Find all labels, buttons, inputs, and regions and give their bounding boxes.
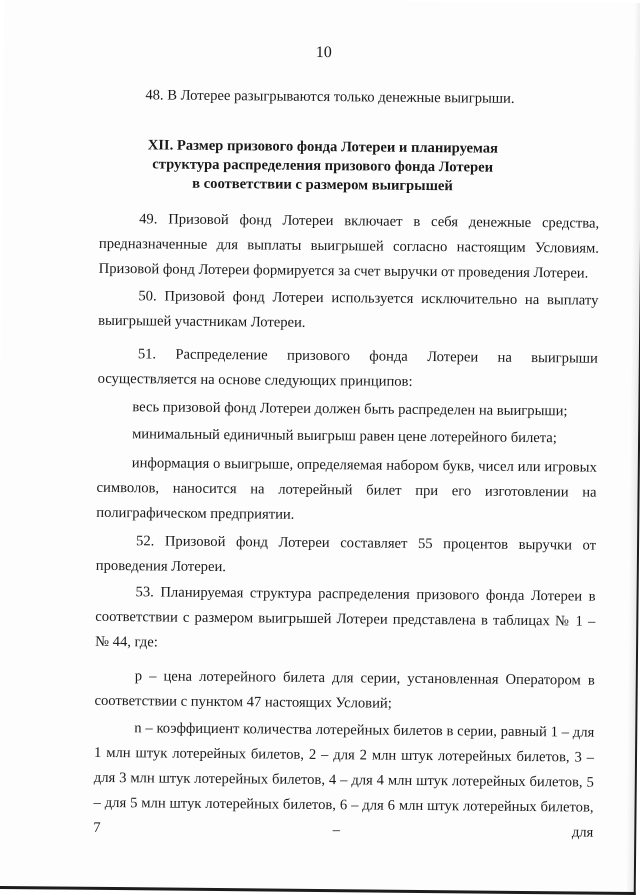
section-heading-line-2: структура распределения призового фонда Лотереи bbox=[152, 156, 494, 176]
clause-51-item-b: минимальный единичный выигрыш равен цене лотерейного билета; bbox=[132, 426, 557, 447]
clause-51: 51. Распределение призового фонда Лотереи на выигрыши осуществляется на основе следующих принципов: bbox=[97, 346, 598, 390]
definition-n: n – коэффициент количества лотерейных билетов в серии, равный 1 – для 1 млн штук лотерейных билетов, 2 – для 2 млн штук лотерейных билетов, 3 – для 3 млн штук лотерейных билетов, 4 – для 4 млн штук лотерейных билетов, 5 – для 5 млн штук лотерейных билетов, 6 – для 6 млн штук лотерейных билетов, 7 – для bbox=[93, 720, 595, 841]
scan-edge-shadow bbox=[626, 3, 640, 895]
clause-50: 50. Призовой фонд Лотереи используется исключительно на выплату выигрышей участникам Лотереи. bbox=[98, 288, 599, 331]
definition-p: р – цена лотерейного билета для серии, установленная Оператором в соответствии с пунктом 47 настоящих Условий; bbox=[94, 668, 595, 712]
clause-51-item-a: весь призовой фонд Лотереи должен быть распределен на выигрыши; bbox=[132, 399, 568, 420]
section-heading bbox=[112, 136, 533, 197]
section-heading-line-1: XII. Размер призового фонда Лотереи и планируемая bbox=[147, 137, 499, 157]
clause-51-item-c: информация о выигрыше, определяемая набором букв, чисел или игровых символов, наносится на лотерейный билет при его изготовлении на полиграфическом предприятии. bbox=[96, 455, 597, 523]
clause-48: 48. В Лотерее разыгрываются только денежные выигрыши. bbox=[145, 87, 515, 107]
clause-53: 53. Планируемая структура распределения призового фонда Лотереи в соответствии с размером выигрышей Лотереи представлена в таблицах № 1 – № 44, где: bbox=[95, 584, 596, 651]
section-heading-line-3: в соответствии с размером выигрышей bbox=[192, 175, 453, 195]
page-number: 10 bbox=[315, 43, 332, 62]
clause-52: 52. Призовой фонд Лотереи составляет 55 процентов выручки от проведения Лотереи. bbox=[95, 533, 597, 576]
clause-49: 49. Призовой фонд Лотереи включает в себя денежные средства, предназначенные для выплаты выигрышей согласно настоящим Условиям. Призовой фонд Лотереи формируется за счет выручки от проведения Лотереи. bbox=[98, 211, 600, 282]
